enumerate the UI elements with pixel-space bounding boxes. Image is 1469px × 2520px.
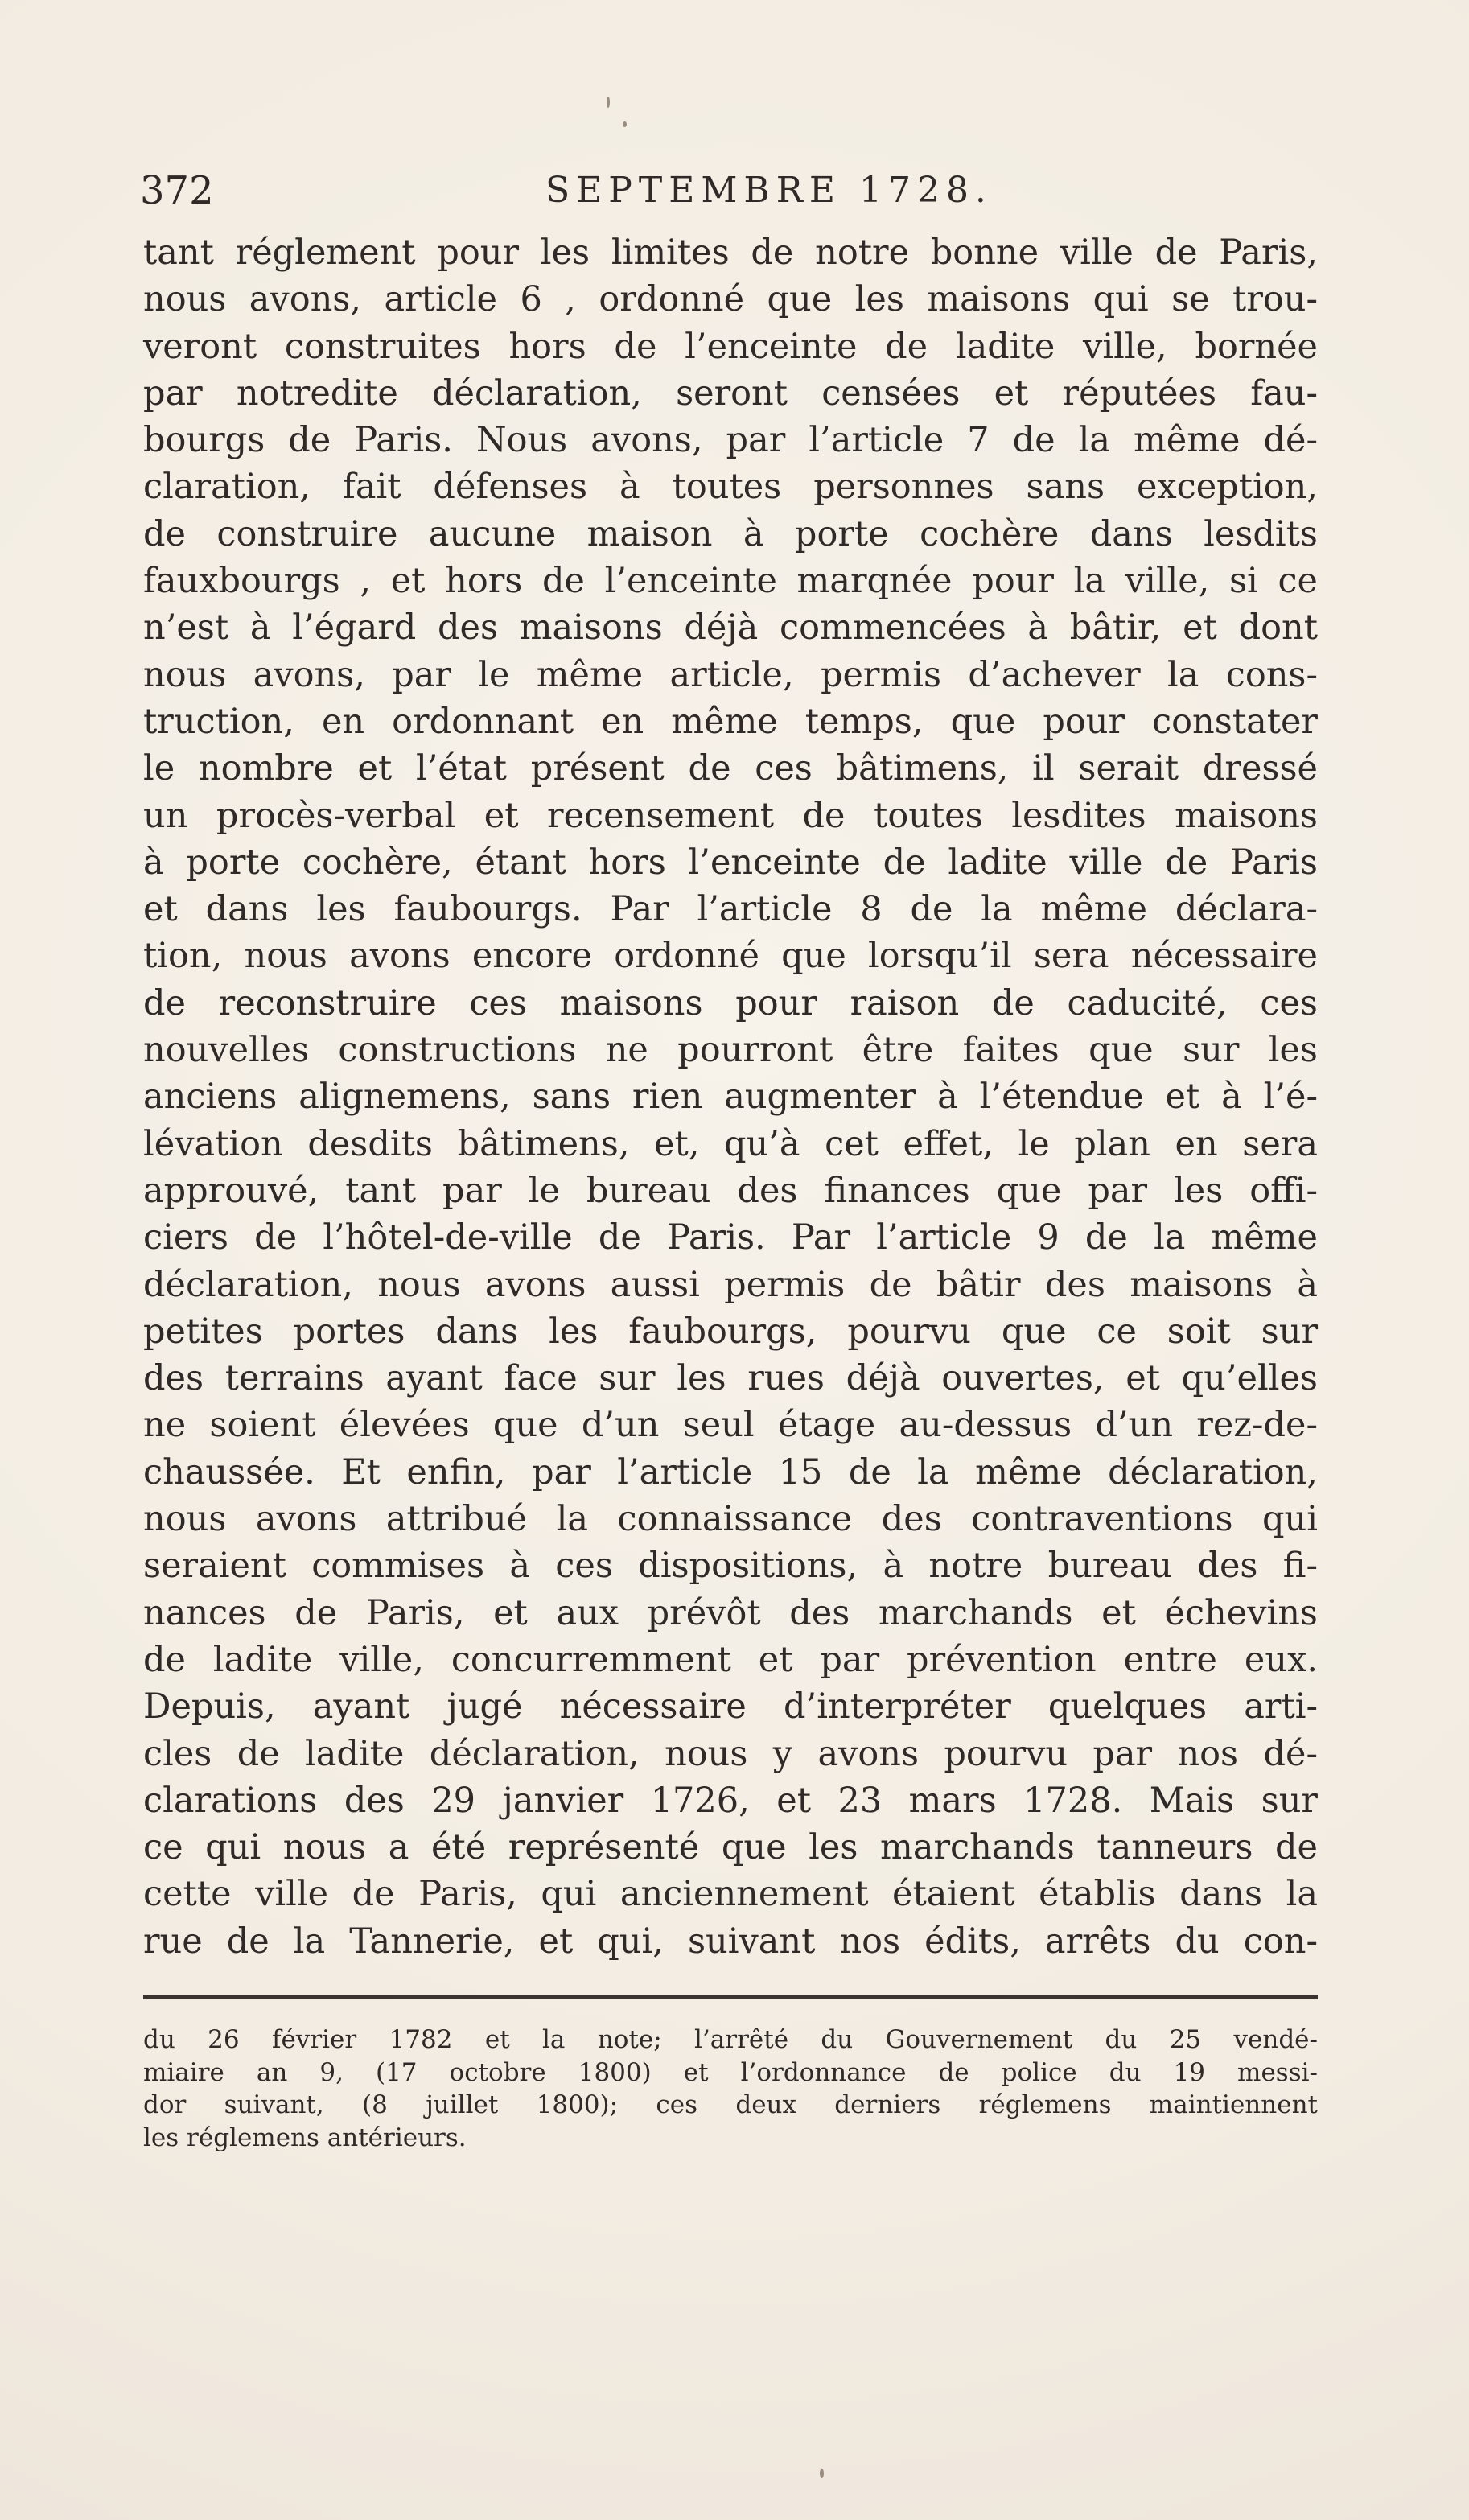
footnote-line: les réglemens antérieurs. xyxy=(143,2123,467,2152)
paper-speck xyxy=(820,2469,824,2478)
text-line: nous avons, par le même article, permis d’achever la cons- xyxy=(143,654,1318,695)
text-line: tant réglement pour les limites de notre bonne ville de Paris, xyxy=(143,233,1318,273)
footnote-line: du 26 février 1782 et la note; l’arrêté du Gouvernement du 25 vendé- xyxy=(143,2025,1318,2054)
text-line: ce qui nous a été représenté que les marchands tanneurs de xyxy=(143,1827,1318,1868)
text-line: et dans les faubourgs. Par l’article 8 de la même déclara- xyxy=(143,889,1318,930)
text-line: cles de ladite déclaration, nous y avons pourvu par nos dé- xyxy=(143,1733,1318,1774)
text-line: truction, en ordonnant en même temps, que pour constater xyxy=(143,701,1318,742)
text-line: nous avons, article 6 , ordonné que les maisons qui se trou- xyxy=(143,279,1318,320)
main-text xyxy=(143,229,1318,1965)
text-line: des terrains ayant face sur les rues déjà ouvertes, et qu’elles xyxy=(143,1358,1318,1399)
text-line: rue de la Tannerie, et qui, suivant nos édits, arrêts du con- xyxy=(143,1921,1318,1962)
text-line: ne soient élevées que d’un seul étage au-dessus d’un rez-de- xyxy=(143,1405,1318,1446)
text-line: nous avons attribué la connaissance des contraventions qui xyxy=(143,1499,1318,1540)
text-line: n’est à l’égard des maisons déjà commencées à bâtir, et dont xyxy=(143,607,1318,649)
text-line: cette ville de Paris, qui anciennement étaient établis dans la xyxy=(143,1874,1318,1915)
text-line: déclaration, nous avons aussi permis de bâtir des maisons à xyxy=(143,1264,1318,1305)
text-line: nances de Paris, et aux prévôt des marchands et échevins xyxy=(143,1592,1318,1633)
page-number: 372 xyxy=(140,168,214,213)
text-line: nouvelles constructions ne pourront être faites que sur les xyxy=(143,1030,1318,1071)
text-line: lévation desdits bâtimens, et, qu’à cet effet, le plan en sera xyxy=(143,1123,1318,1164)
text-line: de reconstruire ces maisons pour raison de caducité, ces xyxy=(143,982,1318,1023)
text-line: petites portes dans les faubourgs, pourvu que ce soit sur xyxy=(143,1311,1318,1352)
text-line: tion, nous avons encore ordonné que lorsqu’il sera nécessaire xyxy=(143,936,1318,977)
text-line: approuvé, tant par le bureau des finances que par les offi- xyxy=(143,1170,1318,1211)
text-line: seraient commises à ces dispositions, à notre bureau des fi- xyxy=(143,1546,1318,1587)
text-line: claration, fait défenses à toutes personnes sans exception, xyxy=(143,467,1318,508)
footnote xyxy=(143,2024,1318,2154)
text-line: par notredite déclaration, seront censées et réputées fau- xyxy=(143,373,1318,414)
text-line: veront construites hors de l’enceinte de ladite ville, bornée xyxy=(143,326,1318,367)
paper-speck xyxy=(607,97,610,108)
text-line: chaussée. Et enfin, par l’article 15 de la même déclaration, xyxy=(143,1451,1318,1493)
text-line: fauxbourgs , et hors de l’enceinte marqnée pour la ville, si ce xyxy=(143,561,1318,602)
text-line: de ladite ville, concurremment et par prévention entre eux. xyxy=(143,1639,1318,1680)
paper-speck xyxy=(623,121,627,127)
text-line: à porte cochère, étant hors l’enceinte de ladite ville de Paris xyxy=(143,842,1318,883)
running-head: SEPTEMBRE 1728. xyxy=(545,170,993,211)
footnote-line: dor suivant, (8 juillet 1800); ces deux derniers réglemens maintiennent xyxy=(143,2090,1318,2119)
text-line: un procès-verbal et recensement de toutes lesdites maisons xyxy=(143,795,1318,836)
text-line: Depuis, ayant jugé nécessaire d’interpréter quelques arti- xyxy=(143,1686,1318,1727)
text-line: clarations des 29 janvier 1726, et 23 mars 1728. Mais sur xyxy=(143,1780,1318,1821)
text-line: ciers de l’hôtel-de-ville de Paris. Par l’article 9 de la même xyxy=(143,1217,1318,1258)
footnote-line: miaire an 9, (17 octobre 1800) et l’ordonnance de police du 19 messi- xyxy=(143,2057,1318,2087)
text-line: le nombre et l’état présent de ces bâtimens, il serait dressé xyxy=(143,748,1318,789)
footnote-separator xyxy=(143,1995,1318,1999)
text-line: de construire aucune maison à porte cochère dans lesdits xyxy=(143,513,1318,554)
text-line: bourgs de Paris. Nous avons, par l’article 7 de la même dé- xyxy=(143,420,1318,461)
page-header xyxy=(140,167,1306,214)
text-line: anciens alignemens, sans rien augmenter à l’étendue et à l’é- xyxy=(143,1077,1318,1118)
